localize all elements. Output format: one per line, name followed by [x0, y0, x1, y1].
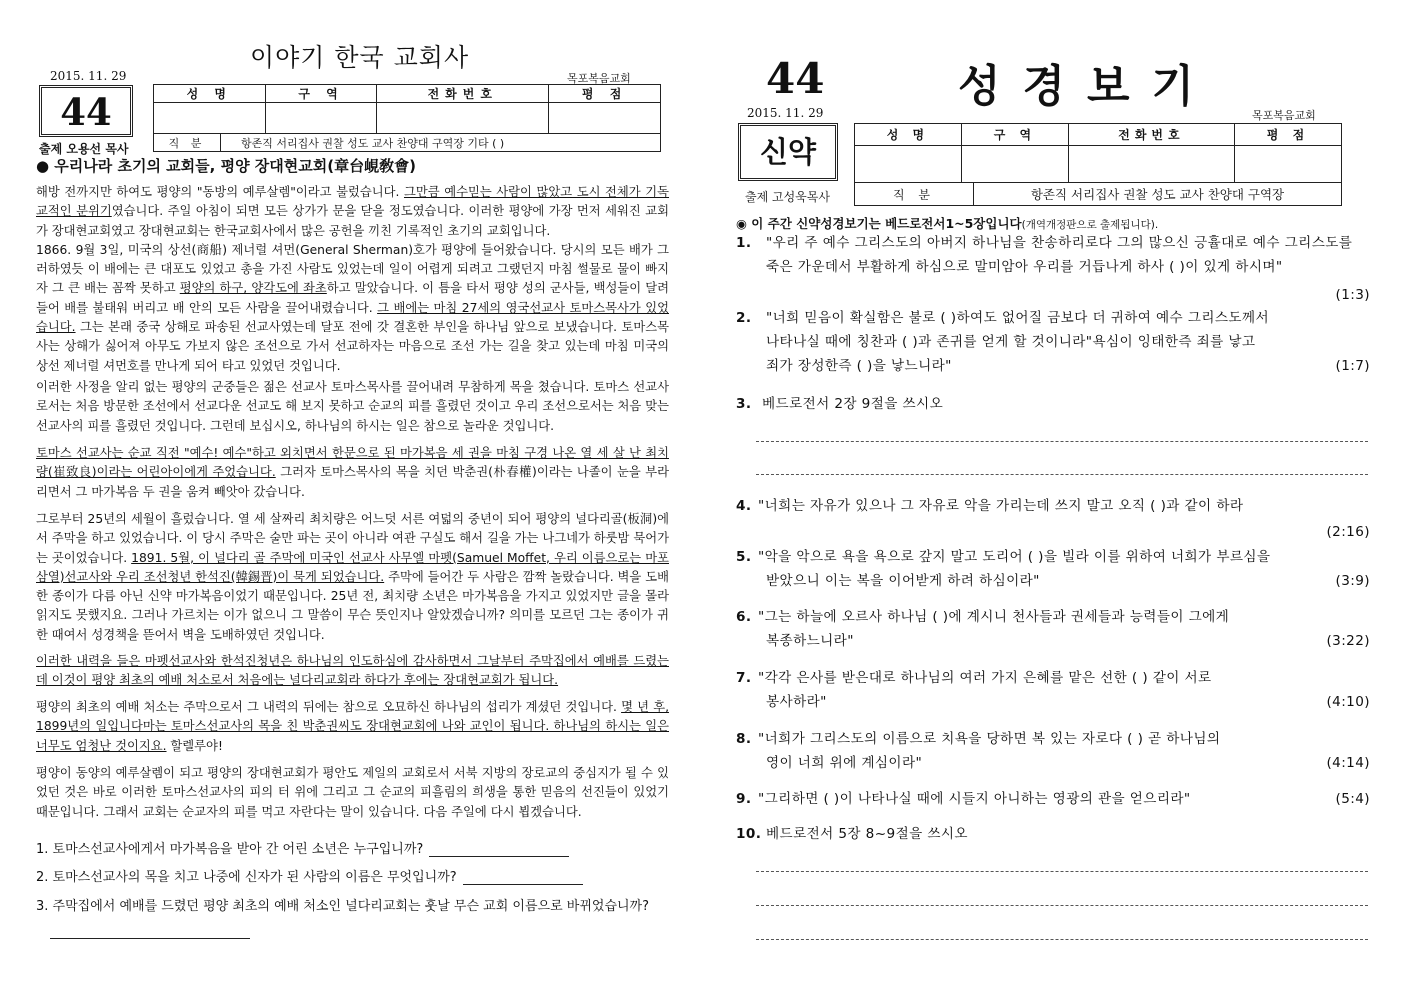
- right-intro: [736, 214, 1158, 232]
- right-page-title: 성경보기: [958, 61, 1217, 112]
- question-line: "그는 하늘에 오르사 하나님 ( )에 계시니 천사들과 권세들과 능력들이 그에게: [758, 609, 1230, 625]
- form-score-field[interactable]: [549, 103, 661, 134]
- article-paragraph-1: [36, 183, 669, 376]
- bible-question-1: [736, 231, 1370, 303]
- bible-question-2: [736, 306, 1370, 378]
- form-district-field[interactable]: [961, 146, 1068, 183]
- verse-reference: (2:16): [1326, 524, 1370, 540]
- left-page-title: 이야기 한국 교회사: [250, 43, 470, 72]
- right-answer-form: [854, 123, 1342, 206]
- verse-reference: (1:7): [1335, 358, 1370, 374]
- article-paragraph-4: [36, 510, 669, 645]
- answer-line[interactable]: [756, 441, 1368, 442]
- answer-line[interactable]: [756, 871, 1368, 872]
- question-line: "우리 주 예수 그리스도의 아버지 하나님을 찬송하리로다 그의 많으신 긍휼대로 예수 그리스도를: [766, 235, 1353, 251]
- verse-reference: (3:9): [1335, 573, 1370, 589]
- question-number: 4.: [736, 498, 752, 514]
- testament-badge: 신약: [738, 123, 838, 181]
- form-header-phone: 전화번호: [1068, 124, 1234, 146]
- form-header-name: 성 명: [154, 85, 266, 103]
- question-number: 5.: [736, 549, 752, 565]
- question-line: "그리하면 ( )이 나타나실 때에 시들지 아니하는 영광의 관을 얻으리라": [758, 791, 1191, 807]
- answer-line[interactable]: [50, 938, 250, 939]
- verse-reference: (4:10): [1326, 694, 1370, 710]
- question-line: "악을 악으로 욕을 욕으로 갚지 말고 도리어 ( )을 빌라 이를 위하여 너희가 부르심을: [758, 549, 1271, 565]
- answer-line[interactable]: [756, 474, 1368, 475]
- answer-line[interactable]: [756, 905, 1368, 906]
- left-answer-form: [153, 84, 661, 152]
- text-run: 그는 본래 중국 상해로 파송된 선교사였는데 달포 전에 갓 결혼한 부인을 하나님 앞으로 보냈습니다. 토마스목사는 상해가 싫어져 아무도 가보지 않은 조선으로 가서 선교하자는 마음으로 조선 가는 길을 찾고 있는데 마침 미국의 상선 제너럴 셔먼호를 만나게 되어 타고 있었던 것입니다.: [36, 320, 669, 373]
- question-line: 베드로전서 5장 8~9절을 쓰시오: [766, 826, 968, 842]
- bible-question-6: [736, 605, 1370, 653]
- question-number: 3.: [736, 396, 752, 412]
- question-line: 나타나실 때에 칭찬과 ( )과 존귀를 얻게 할 것이니라"욕심이 잉태한즉 죄를 낳고: [766, 334, 1256, 350]
- form-score-field[interactable]: [1234, 146, 1341, 183]
- text-run: 할렐루야!: [166, 738, 223, 753]
- question-line: "너희 믿음이 확실함은 불로 ( )하여도 없어질 금보다 더 귀하여 예수 그리스도께서: [766, 310, 1269, 326]
- bible-question-3: [736, 392, 1370, 416]
- text-run: 평양의 최초의 예배 처소는 주막으로서 그 내력의 뒤에는 참으로 오묘하신 하나님의 섭리가 계셨던 것입니다.: [36, 700, 622, 714]
- left-issue-number: 44: [39, 85, 133, 137]
- left-question-3: 3. 주막집에서 예배를 드렸던 평양 최초의 예배 처소인 널다리교회는 훗날 무슨 교회 이름으로 바뀌었습니까?: [36, 899, 650, 914]
- underlined-text: 그만큼 예수믿는 사람이 많았고 도시 전체가 기독교적인 분위기: [36, 185, 670, 219]
- left-question-2: [36, 866, 583, 885]
- question-number: 8.: [736, 731, 752, 747]
- bible-question-9: [736, 787, 1370, 811]
- verse-reference: (1:3): [1335, 287, 1370, 303]
- form-phone-field[interactable]: [1068, 146, 1234, 183]
- form-district-field[interactable]: [265, 103, 377, 134]
- text-run: 그로부터 25년의 세월이 흘렀습니다. 열 세 살짜리 최치량은 어느덧 서른 여덟의 중년이 되어 평양의 널다리골(板洞)에서 주막을 하고 있었습니다. 이 당시 주막은 술만 파는 곳이 아니라 여관 구실도 해서 길을 가는 나그네가 하룻밤 묵어가는 곳이었습니다.: [36, 512, 669, 565]
- question-line: 베드로전서 2장 9절을 쓰시오: [762, 396, 944, 412]
- answer-line[interactable]: [429, 856, 569, 857]
- question-line: 죽은 가운데서 부활하게 하심으로 말미암아 우리를 거듭나게 하사 ( )이 있게 하시며": [766, 259, 1283, 275]
- answer-line[interactable]: [463, 884, 583, 885]
- question-number: 10.: [736, 826, 762, 842]
- text-run: 그러자 토마스목사의 목을 치던 박춘권(朴春權)이라는 나졸이 눈을 부라리면서 그 마가복음 두 권을 움켜 빼앗아 갔습니다.: [36, 465, 669, 499]
- right-church-name: 목포복음교회: [1252, 109, 1316, 122]
- question-text: 2. 토마스선교사의 목을 치고 나중에 신자가 된 사람의 이름은 무엇입니까?: [36, 870, 457, 885]
- answer-line[interactable]: [756, 939, 1368, 940]
- question-number: 1.: [736, 235, 752, 251]
- verse-reference: (5:4): [1335, 791, 1370, 807]
- text-run: 해방 전까지만 하여도 평양의 "동방의 예루살렘"이라고 불렀습니다.: [36, 185, 404, 199]
- question-line: "너희가 그리스도의 이름으로 치욕을 당하면 복 있는 자로다 ( ) 곧 하나님의: [758, 731, 1221, 747]
- question-text: 1. 토마스선교사에게서 마가복음을 받아 간 어린 소년은 누구입니까?: [36, 842, 424, 857]
- bible-question-7: [736, 666, 1370, 714]
- article-paragraph-7: 평양이 동양의 예루살렘이 되고 평양의 장대현교회가 평안도 제일의 교회로서 서북 지방의 장로교의 중심지가 될 수 있었던 것은 바로 이러한 토마스선교사의 피의 터 위에 그리고 그 순교의 피흘림의 희생을 통한 믿음의 선진들이 있었기 때문입니다. 그래서 교회는 순교자의 피를 먹고 자란다는 말이 있습니다. 다음 주일에 다시 뵙겠습니다.: [36, 766, 669, 819]
- right-date: 2015. 11. 29: [747, 106, 824, 120]
- question-number: 9.: [736, 791, 752, 807]
- form-header-score: 평 점: [549, 85, 661, 103]
- question-line: "너희는 자유가 있으나 그 자유로 악을 가리는데 쓰지 말고 오직 ( )과 같이 하라: [758, 498, 1244, 514]
- bible-question-10: [736, 822, 1370, 846]
- underlined-text: 몇 년 후, 1899년의 일입니다마는 토마스선교사의 목을 친 박춘권씨도 장대현교회에 나와 교인이 됩니다. 하나님의 하시는 일은 너무도 엄청난 것이지요.: [36, 700, 669, 753]
- form-office-options[interactable]: 항존직 서리집사 권찰 성도 교사 찬양대 구역장 기타 ( ): [241, 136, 505, 150]
- underlined-text: 1891. 5월, 이 널다리 골 주막에 미국인 선교사 사무엘 마펫(Samuel Moffet, 우리 이름으로는 마포삼열)선교사와 우리 조선청년 한석진(韓錫晋)이 묵게 되었습니다.: [36, 550, 669, 584]
- question-line: 봉사하라": [766, 694, 827, 710]
- question-number: 2.: [736, 310, 752, 326]
- question-number: 6.: [736, 609, 752, 625]
- question-line: 받았으니 이는 복을 이어받게 하려 하심이라": [766, 573, 1040, 589]
- intro-text: ◉ 이 주간 신약성경보기는 베드로전서1~5장입니다: [736, 216, 1022, 231]
- verse-reference: (4:14): [1326, 755, 1370, 771]
- underlined-text: 토마스 선교사는 순교 직전 "예수! 예수"하고 외치면서 한문으로 된 마가복음 세 권을 마침 구경 나온 열 세 살 난 최치량(崔致良)이라는 어린아이에게 주었습니다.: [36, 446, 669, 480]
- article-paragraph-2: 이러한 사정을 알리 없는 평양의 군중들은 젊은 선교사 토마스목사를 끌어내려 무참하게 목을 쳤습니다. 토마스 선교사로서는 처음 방문한 조선에서 선교다운 선교도 해 보지 못하고 순교의 피를 흘렸던 것이고 우리 조선으로서는 처음 맞는 선교사의 피를 흘렸던 것입니다. 그런데 보십시오, 하나님의 하시는 일은 참으로 놀라운 것입니다.: [36, 380, 669, 433]
- form-header-name: 성 명: [855, 124, 962, 146]
- article-paragraph-5: 이러한 내력을 들은 마펫선교사와 한석진청년은 하나님의 인도하심에 감사하면서 그날부터 주막집에서 예배를 드렸는데 이것이 평양 최초의 예배 처소로서 처음에는 널다리교회라 하다가 후에는 장대현교회가 됩니다.: [36, 654, 669, 688]
- form-header-score: 평 점: [1234, 124, 1341, 146]
- left-question-1: [36, 838, 569, 857]
- question-line: "각각 은사를 받은대로 하나님의 여러 가지 은혜를 맡은 선한 ( ) 같이 서로: [758, 670, 1212, 686]
- underlined-text: 그 배에는 마침 27세의 영국선교사 토마스목사가 있었습니다.: [36, 300, 669, 335]
- text-run: 하고 말았습니다. 이 틈을 타서 평양 성의 군사들, 백성들이 달려들어 배를 불태워 버리고 배 안의 모든 사람을 끌어내렸습니다.: [36, 281, 669, 315]
- bible-question-4: [736, 494, 1370, 540]
- text-run: 1866. 9월 3일, 미국의 상선(商船) 제너럴 셔먼(General Sherman)호가 평양에 들어왔습니다. 당시의 모든 배가 그러하였듯 이 배에는 큰 대포도 있었고 총을 가진 사람도 있었는데 일이 어렵게 되려고 그랬던지 마침 썰물로 물이 빠지자 그 큰 배는 꼼짝 못하고: [36, 242, 669, 296]
- right-issue-number: 44: [766, 54, 825, 103]
- left-section-heading: ● 우리나라 초기의 교회들, 평양 장대현교회(章台峴敎會): [36, 157, 416, 175]
- article-paragraph-3: [36, 444, 669, 502]
- form-office-label: 직 분: [154, 134, 221, 151]
- left-date: 2015. 11. 29: [50, 69, 127, 83]
- left-church-name: 목포복음교회: [567, 72, 631, 85]
- form-header-phone: 전화번호: [377, 85, 549, 103]
- question-line: 영이 너희 위에 계심이라": [766, 755, 923, 771]
- form-phone-field[interactable]: [377, 103, 549, 134]
- question-line: 복종하느니라": [766, 633, 854, 649]
- form-header-district: 구 역: [961, 124, 1068, 146]
- article-paragraph-6: [36, 698, 669, 756]
- form-office-options[interactable]: 항존직 서리집사 권찰 성도 교사 찬양대 구역장: [1030, 187, 1285, 202]
- text-run: 주막에 들어간 두 사람은 깜짝 놀랐습니다. 벽을 도배한 종이가 다름 아닌 신약 마가복음이었기 때문입니다. 25년 전, 최치량 소년은 마가복음을 가지고 있었지만 글을 몰라 읽지도 못했지요. 그러나 가르치는 이가 없으니 그 말씀이 무슨 뜻인지나 알았겠습니까? 의미를 모르던 그는 종이가 귀한 때여서 성경책을 뜯어서 벽을 도배하였던 것입니다.: [36, 569, 669, 642]
- form-header-district: 구 역: [265, 85, 377, 103]
- right-author: 출제 고성욱목사: [745, 190, 830, 204]
- intro-note: (개역개정판으로 출제됩니다).: [1021, 219, 1159, 231]
- bible-question-5: [736, 545, 1370, 593]
- form-name-field[interactable]: [855, 146, 962, 183]
- left-author: 출제 오용선 목사: [39, 142, 129, 156]
- underlined-text: 평양의 하구, 양각도에 좌초: [179, 281, 327, 296]
- question-line: 죄가 장성한즉 ( )을 낳느니라": [766, 358, 952, 374]
- question-number: 7.: [736, 670, 752, 686]
- form-office-label: 직 분: [855, 183, 974, 205]
- text-run: 였습니다. 주일 아침이 되면 모든 상가가 문을 닫을 정도였습니다. 이러한 평양에 가장 먼저 세워진 교회가 장대현교회였고 장대현교회는 한국교회사에서 많은 공헌을 끼친 기록적인 초기의 교회입니다.: [36, 204, 669, 238]
- verse-reference: (3:22): [1326, 633, 1370, 649]
- form-name-field[interactable]: [154, 103, 266, 134]
- bible-question-8: [736, 727, 1370, 775]
